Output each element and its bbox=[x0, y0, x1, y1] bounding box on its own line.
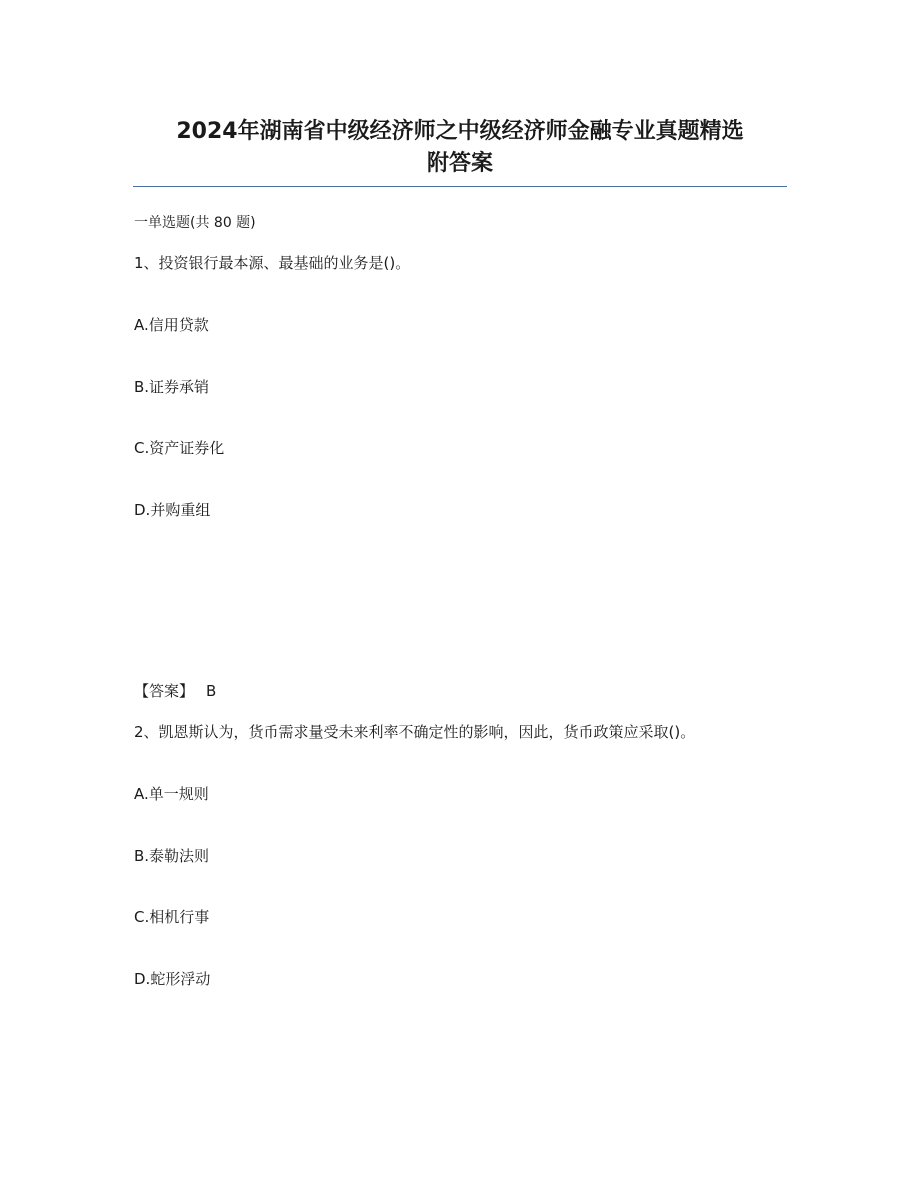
document-title-line1: 2024年湖南省中级经济师之中级经济师金融专业真题精选 bbox=[176, 119, 744, 144]
question-1-answer bbox=[134, 680, 216, 702]
document-title-line2: 附答案 bbox=[426, 151, 493, 176]
question-1-option-d: D.并购重组 bbox=[134, 501, 211, 519]
question-1-option-b: B.证券承销 bbox=[134, 378, 210, 396]
answer-value: B bbox=[206, 682, 217, 700]
question-2-option-a: A.单一规则 bbox=[134, 785, 209, 803]
answer-label: 【答案】 bbox=[134, 682, 195, 700]
question-1-option-c: C.资产证券化 bbox=[134, 439, 225, 457]
question-1-stem: 1、投资银行最本源、最基础的业务是()。 bbox=[134, 254, 411, 272]
section-label: 一单选题(共 80 题) bbox=[134, 215, 256, 231]
question-2-option-c: C.相机行事 bbox=[134, 908, 210, 926]
question-2-stem: 2、凯恩斯认为，货币需求量受未来利率不确定性的影响，因此，货币政策应采取()。 bbox=[134, 723, 696, 741]
question-2-option-b: B.泰勒法则 bbox=[134, 847, 210, 865]
question-2-option-d: D.蛇形浮动 bbox=[134, 970, 211, 988]
question-1-option-a: A.信用贷款 bbox=[134, 316, 209, 334]
title-divider bbox=[133, 186, 787, 187]
